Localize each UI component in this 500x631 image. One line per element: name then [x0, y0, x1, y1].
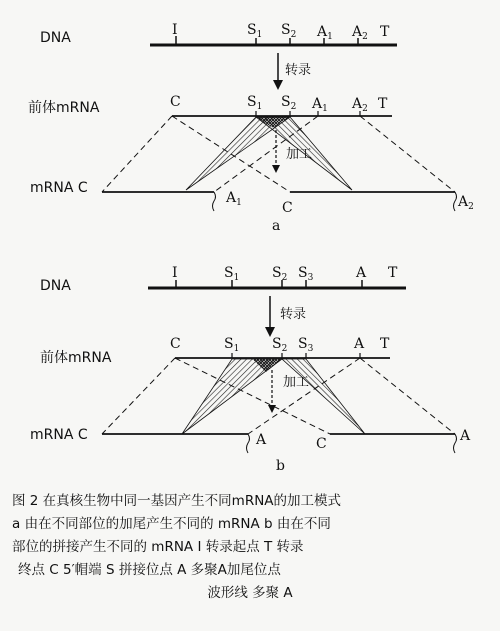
site-label: $S_3$	[298, 265, 314, 283]
caption-line: 终点 C 5′帽端 S 拼接位点 A 多聚A加尾位点	[18, 562, 281, 578]
mrna-label: mRNA C	[30, 180, 88, 196]
panel-a	[28, 22, 474, 234]
site-label: A	[256, 432, 267, 448]
arrow-head	[273, 80, 283, 90]
mrna-site-labels	[225, 190, 474, 216]
site-label: $A_1$	[226, 190, 242, 208]
dna-site-labels	[172, 22, 390, 42]
transcribe-label: 转录	[280, 307, 307, 322]
mrna-label: mRNA C	[30, 427, 88, 443]
site-label: I	[172, 265, 178, 281]
process-label: 加工	[286, 147, 313, 162]
site-label: $A_2$	[352, 96, 368, 114]
site-label: $S_1$	[247, 22, 263, 40]
mapping-lines	[102, 358, 455, 434]
pre-mrna-label: 前体mRNA	[40, 350, 112, 366]
panel-tag: b	[276, 458, 285, 474]
panel-tag: a	[272, 218, 281, 234]
arrow-head	[268, 405, 276, 413]
splice-region-right	[282, 359, 365, 434]
polya-tail-icon	[454, 192, 457, 211]
site-label: $S_2$	[281, 22, 297, 40]
site-label: A	[460, 428, 471, 444]
transcribe-label: 转录	[285, 63, 312, 78]
polya-tail-icon	[454, 434, 457, 453]
pre-mrna-label: 前体mRNA	[28, 100, 100, 116]
site-label: A	[356, 265, 367, 281]
site-label: I	[172, 22, 178, 38]
caption-line: 波形线 多聚 A	[207, 585, 293, 601]
caption-line: a 由在不同部位的加尾产生不同的 mRNA b 由在不同	[12, 516, 331, 532]
site-label: $S_2$	[281, 94, 297, 112]
site-label: $S_1$	[247, 94, 263, 112]
polya-tail-icon	[213, 192, 216, 211]
site-label: $A_1$	[312, 96, 328, 114]
site-label: T	[380, 24, 390, 40]
site-label: C	[282, 200, 293, 216]
site-label: $S_3$	[298, 336, 314, 354]
figure-caption	[8, 490, 492, 605]
site-label: $A_2$	[352, 24, 368, 42]
site-label: A	[354, 336, 365, 352]
process-label: 加工	[283, 375, 310, 390]
pre-site-labels	[170, 94, 388, 114]
site-label: $S_1$	[224, 265, 240, 283]
dna-label: DNA	[40, 278, 71, 294]
site-label: C	[170, 336, 181, 352]
site-label: T	[380, 336, 390, 352]
site-label: C	[170, 94, 181, 110]
site-label: T	[388, 265, 398, 281]
panel-b	[30, 265, 471, 474]
site-label: C	[316, 436, 327, 452]
arrow-head	[272, 165, 280, 173]
site-label: $A_1$	[317, 24, 333, 42]
dna-site-labels	[172, 265, 398, 283]
dna-label: DNA	[40, 30, 71, 46]
pre-site-labels	[170, 336, 390, 354]
caption-line: 图 2 在真核生物中同一基因产生不同mRNA的加工模式	[12, 493, 342, 509]
site-label: $S_2$	[272, 336, 288, 354]
site-label: $S_2$	[272, 265, 288, 283]
polya-tail-icon	[247, 434, 250, 453]
caption-line: 部位的拼接产生不同的 mRNA I 转录起点 T 转录	[12, 539, 304, 555]
site-label: $S_1$	[224, 336, 240, 354]
site-label: $A_2$	[458, 194, 474, 212]
site-label: T	[378, 96, 388, 112]
